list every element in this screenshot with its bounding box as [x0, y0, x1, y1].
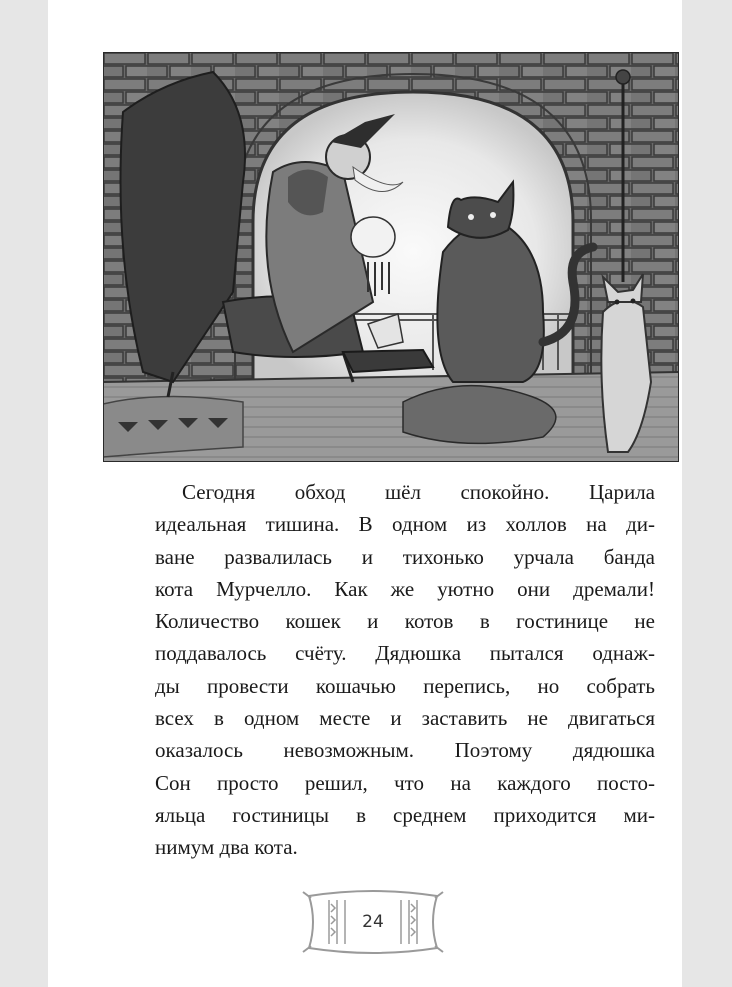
- paragraph-line: ды провести кошачью перепись, но собрать: [155, 673, 655, 698]
- page-number: 24: [362, 912, 384, 932]
- paragraph-line: оказалось невозможным. Поэтому дядюшка: [155, 738, 655, 763]
- paragraph-line: Количество кошек и котов в гостинице не: [155, 609, 655, 634]
- story-paragraph: [155, 476, 655, 864]
- paragraph-line: Сон просто решил, что на каждого посто-: [155, 770, 655, 795]
- footstool: [343, 350, 433, 372]
- ball-of-yarn: [351, 217, 395, 257]
- paragraph-line: ване развалилась и тихонько урчала банда: [155, 544, 655, 569]
- book-page: [48, 0, 682, 987]
- paragraph-line: кота Мурчелло. Как же уютно они дремали!: [155, 576, 655, 601]
- epaulette: [288, 170, 328, 216]
- big-cat-body: [437, 223, 543, 382]
- page-number-badge: [301, 888, 445, 956]
- paragraph-line: нимум два кота.: [155, 835, 298, 860]
- paragraph-line: всех в одном месте и заставить не двигаться: [155, 706, 655, 731]
- paragraph-line: идеальная тишина. В одном из холлов на ди-: [155, 512, 655, 537]
- illustration: [103, 52, 679, 462]
- paragraph-line: яльца гостиницы в среднем приходится ми-: [155, 802, 655, 827]
- paragraph-line: Сегодня обход шёл спокойно. Царила: [182, 480, 655, 504]
- illustration-drawing: [103, 52, 679, 462]
- paragraph-line: поддавалось счёту. Дядюшка пытался однаж-: [155, 641, 655, 666]
